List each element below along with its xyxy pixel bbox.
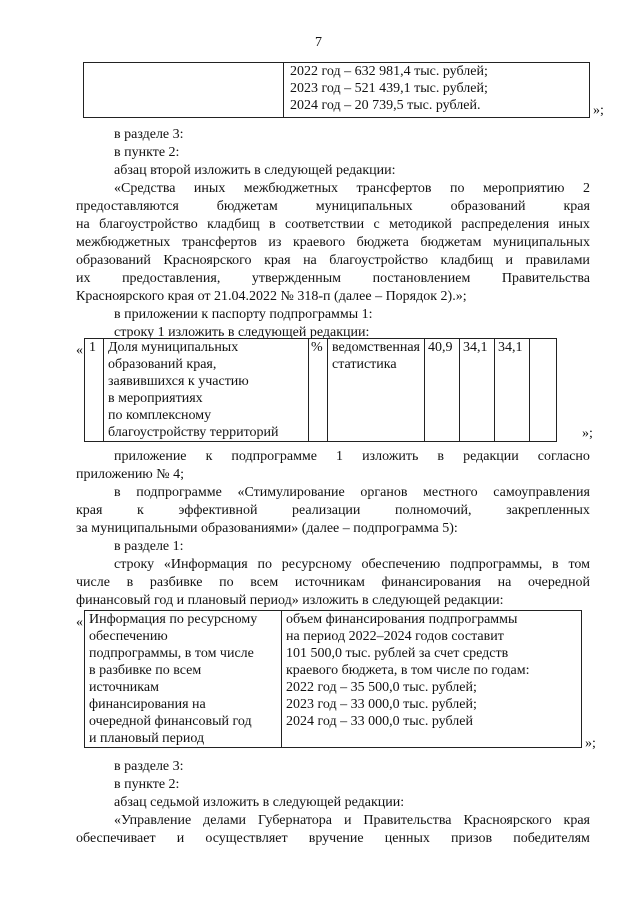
word: реализации	[292, 503, 361, 518]
word: финансирования	[381, 575, 481, 590]
paragraph: строку 1 изложить в следующей редакции:	[114, 325, 370, 340]
word: в	[126, 575, 134, 590]
word: в	[114, 485, 121, 500]
word: Красноярского	[163, 253, 252, 268]
word: Правительства	[363, 813, 452, 828]
word: кладбищ	[207, 217, 260, 232]
word: Красноярского	[463, 813, 552, 828]
resource-table	[84, 610, 582, 748]
paragraph: в разделе 1:	[114, 539, 184, 554]
word: правилами	[525, 253, 590, 268]
paragraph-line: за муниципальными образованиями» (далее – подпрограмма 5):	[76, 521, 458, 536]
word: закрепленных	[506, 503, 590, 518]
word: всем	[250, 575, 279, 590]
paragraph-line	[76, 830, 590, 847]
word: «Управление	[114, 813, 192, 828]
word: предоставляются	[76, 199, 179, 214]
value-cell	[530, 339, 557, 442]
name-line: в мероприятиях	[108, 391, 203, 406]
label-line: финансирования на	[89, 697, 206, 712]
paragraph-line	[76, 198, 590, 215]
word: источникам	[294, 575, 365, 590]
indicator-name-cell	[104, 339, 309, 442]
label-line: и плановый период	[89, 731, 205, 746]
name-line: благоустройству территорий	[108, 425, 279, 440]
word: по	[219, 575, 234, 590]
name-line: заявившихся к участию	[108, 374, 249, 389]
word: по	[449, 181, 465, 196]
value-line: 2023 год – 33 000,0 тыс. рублей;	[286, 697, 477, 712]
paragraph: абзац седьмой изложить в следующей редакции:	[114, 795, 405, 810]
word: образований	[76, 253, 151, 268]
word: эффективной	[178, 503, 258, 518]
word: края	[563, 199, 590, 214]
word: призов	[451, 831, 493, 846]
word: приложение	[114, 449, 187, 464]
word: осуществляет	[205, 831, 288, 846]
word: 2	[582, 181, 590, 196]
paragraph-line	[114, 556, 590, 573]
word: в	[552, 557, 559, 572]
word: ценных	[384, 831, 430, 846]
word: к	[137, 503, 144, 518]
word: кладбищ	[440, 253, 494, 268]
empty-left-cell	[84, 63, 284, 118]
paragraph: в пункте 2:	[114, 145, 180, 160]
word: обеспечивает	[76, 831, 156, 846]
word: Правительства	[501, 271, 590, 286]
year-line: 2023 год – 521 439,1 тыс. рублей;	[290, 81, 488, 96]
paragraph-line	[76, 502, 590, 519]
word: межбюджетных	[243, 181, 339, 196]
paragraph-line	[76, 216, 590, 233]
word: и	[176, 831, 185, 846]
word: в	[269, 217, 276, 232]
word: вручение	[308, 831, 364, 846]
word: благоустройство	[329, 253, 428, 268]
word: краевого	[292, 235, 346, 250]
word: редакции	[463, 449, 519, 464]
paragraph: в пункте 2:	[114, 777, 180, 792]
label-line: очередной финансовый год	[89, 714, 252, 729]
word: строку	[114, 557, 155, 572]
paragraph-line	[76, 234, 590, 251]
word: на	[76, 217, 90, 232]
open-quote: «	[76, 343, 83, 358]
label-line: обеспечению	[89, 629, 168, 644]
paragraph-line	[114, 448, 590, 465]
word: методикой	[389, 217, 452, 232]
word: бюджетам	[420, 235, 482, 250]
word: на	[303, 253, 317, 268]
year-line: 2024 год – 20 739,5 тыс. рублей.	[290, 98, 481, 113]
word: 1	[336, 449, 344, 464]
resource-label-cell	[85, 611, 282, 748]
word: распределения	[461, 217, 550, 232]
name-line: образований края,	[108, 357, 217, 372]
word: трансфертов	[181, 235, 257, 250]
paragraph-line	[76, 574, 590, 591]
paragraph-line	[114, 812, 590, 829]
word: мероприятию	[482, 181, 565, 196]
word: с	[373, 217, 380, 232]
word: края	[264, 253, 291, 268]
word: бюджетам	[216, 199, 278, 214]
word: подпрограмме	[231, 449, 317, 464]
paragraph: в разделе 3:	[114, 127, 184, 142]
value-line: 2024 год – 33 000,0 тыс. рублей	[286, 714, 473, 729]
word: Губернатора	[257, 813, 333, 828]
paragraph-line	[114, 180, 590, 197]
word: края	[563, 813, 590, 828]
resource-value-cell	[282, 611, 582, 748]
word: согласно	[537, 449, 590, 464]
close-quote: »;	[582, 426, 593, 441]
word: том	[568, 557, 590, 572]
year-line: 2022 год – 632 981,4 тыс. рублей;	[290, 64, 488, 79]
word: в	[437, 449, 445, 464]
source-line: ведомственная	[332, 340, 420, 355]
word: соответствии	[285, 217, 365, 232]
word: полномочий,	[394, 503, 472, 518]
close-quote: »;	[585, 736, 596, 751]
row-number: 1	[85, 339, 104, 442]
word: края	[76, 503, 103, 518]
word: межбюджетных	[76, 235, 171, 250]
word: на	[497, 575, 512, 590]
word: утвержденным	[251, 271, 342, 286]
word: самоуправления	[493, 485, 590, 500]
word: иных	[193, 181, 226, 196]
word: «Стимулирование	[237, 485, 345, 500]
close-quote: »;	[593, 103, 604, 118]
word: благоустройство	[99, 217, 198, 232]
page-number: 7	[315, 35, 322, 50]
unit-cell: %	[309, 339, 328, 442]
word: разбивке	[149, 575, 203, 590]
funding-table-continuation	[83, 62, 590, 118]
value-cell: 34,1	[460, 339, 495, 442]
word: подпрограмме	[136, 485, 222, 500]
open-quote: «	[76, 615, 83, 630]
name-line: Доля муниципальных	[108, 340, 239, 355]
word: предоставления,	[122, 271, 221, 286]
word: их	[76, 271, 91, 286]
paragraph: в приложении к паспорту подпрограммы 1:	[114, 307, 373, 322]
word: подпрограммы,	[449, 557, 543, 572]
word: «Средства	[114, 181, 176, 196]
value-line: краевого бюджета, в том числе по годам:	[286, 663, 530, 678]
funding-years-cell	[284, 63, 590, 118]
value-line: объем финансирования подпрограммы	[286, 612, 518, 627]
paragraph: в разделе 3:	[114, 759, 184, 774]
word: муниципальных	[315, 199, 413, 214]
indicator-table	[84, 338, 557, 442]
value-line: на период 2022–2024 годов составит	[286, 629, 504, 644]
label-line: подпрограммы, в том числе	[89, 646, 254, 661]
word: ресурсному	[281, 557, 352, 572]
paragraph-line: Красноярского края от 21.04.2022 № 318-п (далее – Порядок 2).»;	[76, 289, 467, 304]
word: и	[505, 253, 514, 268]
word: победителям	[513, 831, 590, 846]
paragraph-line: приложению № 4;	[76, 467, 185, 482]
label-line: в разбивке по всем	[89, 663, 202, 678]
paragraph-line	[76, 270, 590, 287]
label-line: источникам	[89, 680, 159, 695]
word: бюджета	[356, 235, 409, 250]
word: обеспечению	[361, 557, 441, 572]
word: местного	[423, 485, 478, 500]
name-line: по комплексному	[108, 408, 212, 423]
word: по	[257, 557, 273, 572]
word: к	[205, 449, 213, 464]
word: образований	[450, 199, 526, 214]
word: числе	[76, 575, 110, 590]
label-line: Информация по ресурсному	[89, 612, 258, 627]
word: изложить	[362, 449, 419, 464]
paragraph: абзац второй изложить в следующей редакции:	[114, 163, 396, 178]
word: иных	[558, 217, 590, 232]
word: трансфертов	[356, 181, 432, 196]
paragraph-line: финансовый год и плановый период» изложить в следующей редакции:	[76, 593, 504, 608]
word: из	[268, 235, 282, 250]
word: и	[343, 813, 352, 828]
source-line: статистика	[332, 357, 397, 372]
word: органов	[360, 485, 408, 500]
word: постановлением	[372, 271, 471, 286]
paragraph-line	[114, 484, 590, 501]
paragraph-line	[76, 252, 590, 269]
value-line: 2022 год – 35 500,0 тыс. рублей;	[286, 680, 477, 695]
source-cell	[328, 339, 425, 442]
word: очередной	[527, 575, 590, 590]
word: делами	[203, 813, 247, 828]
value-line: 101 500,0 тыс. рублей за счет средств	[286, 646, 509, 661]
word: «Информация	[163, 557, 248, 572]
value-cell: 40,9	[425, 339, 460, 442]
value-cell: 34,1	[495, 339, 530, 442]
word: муниципальных	[493, 235, 590, 250]
